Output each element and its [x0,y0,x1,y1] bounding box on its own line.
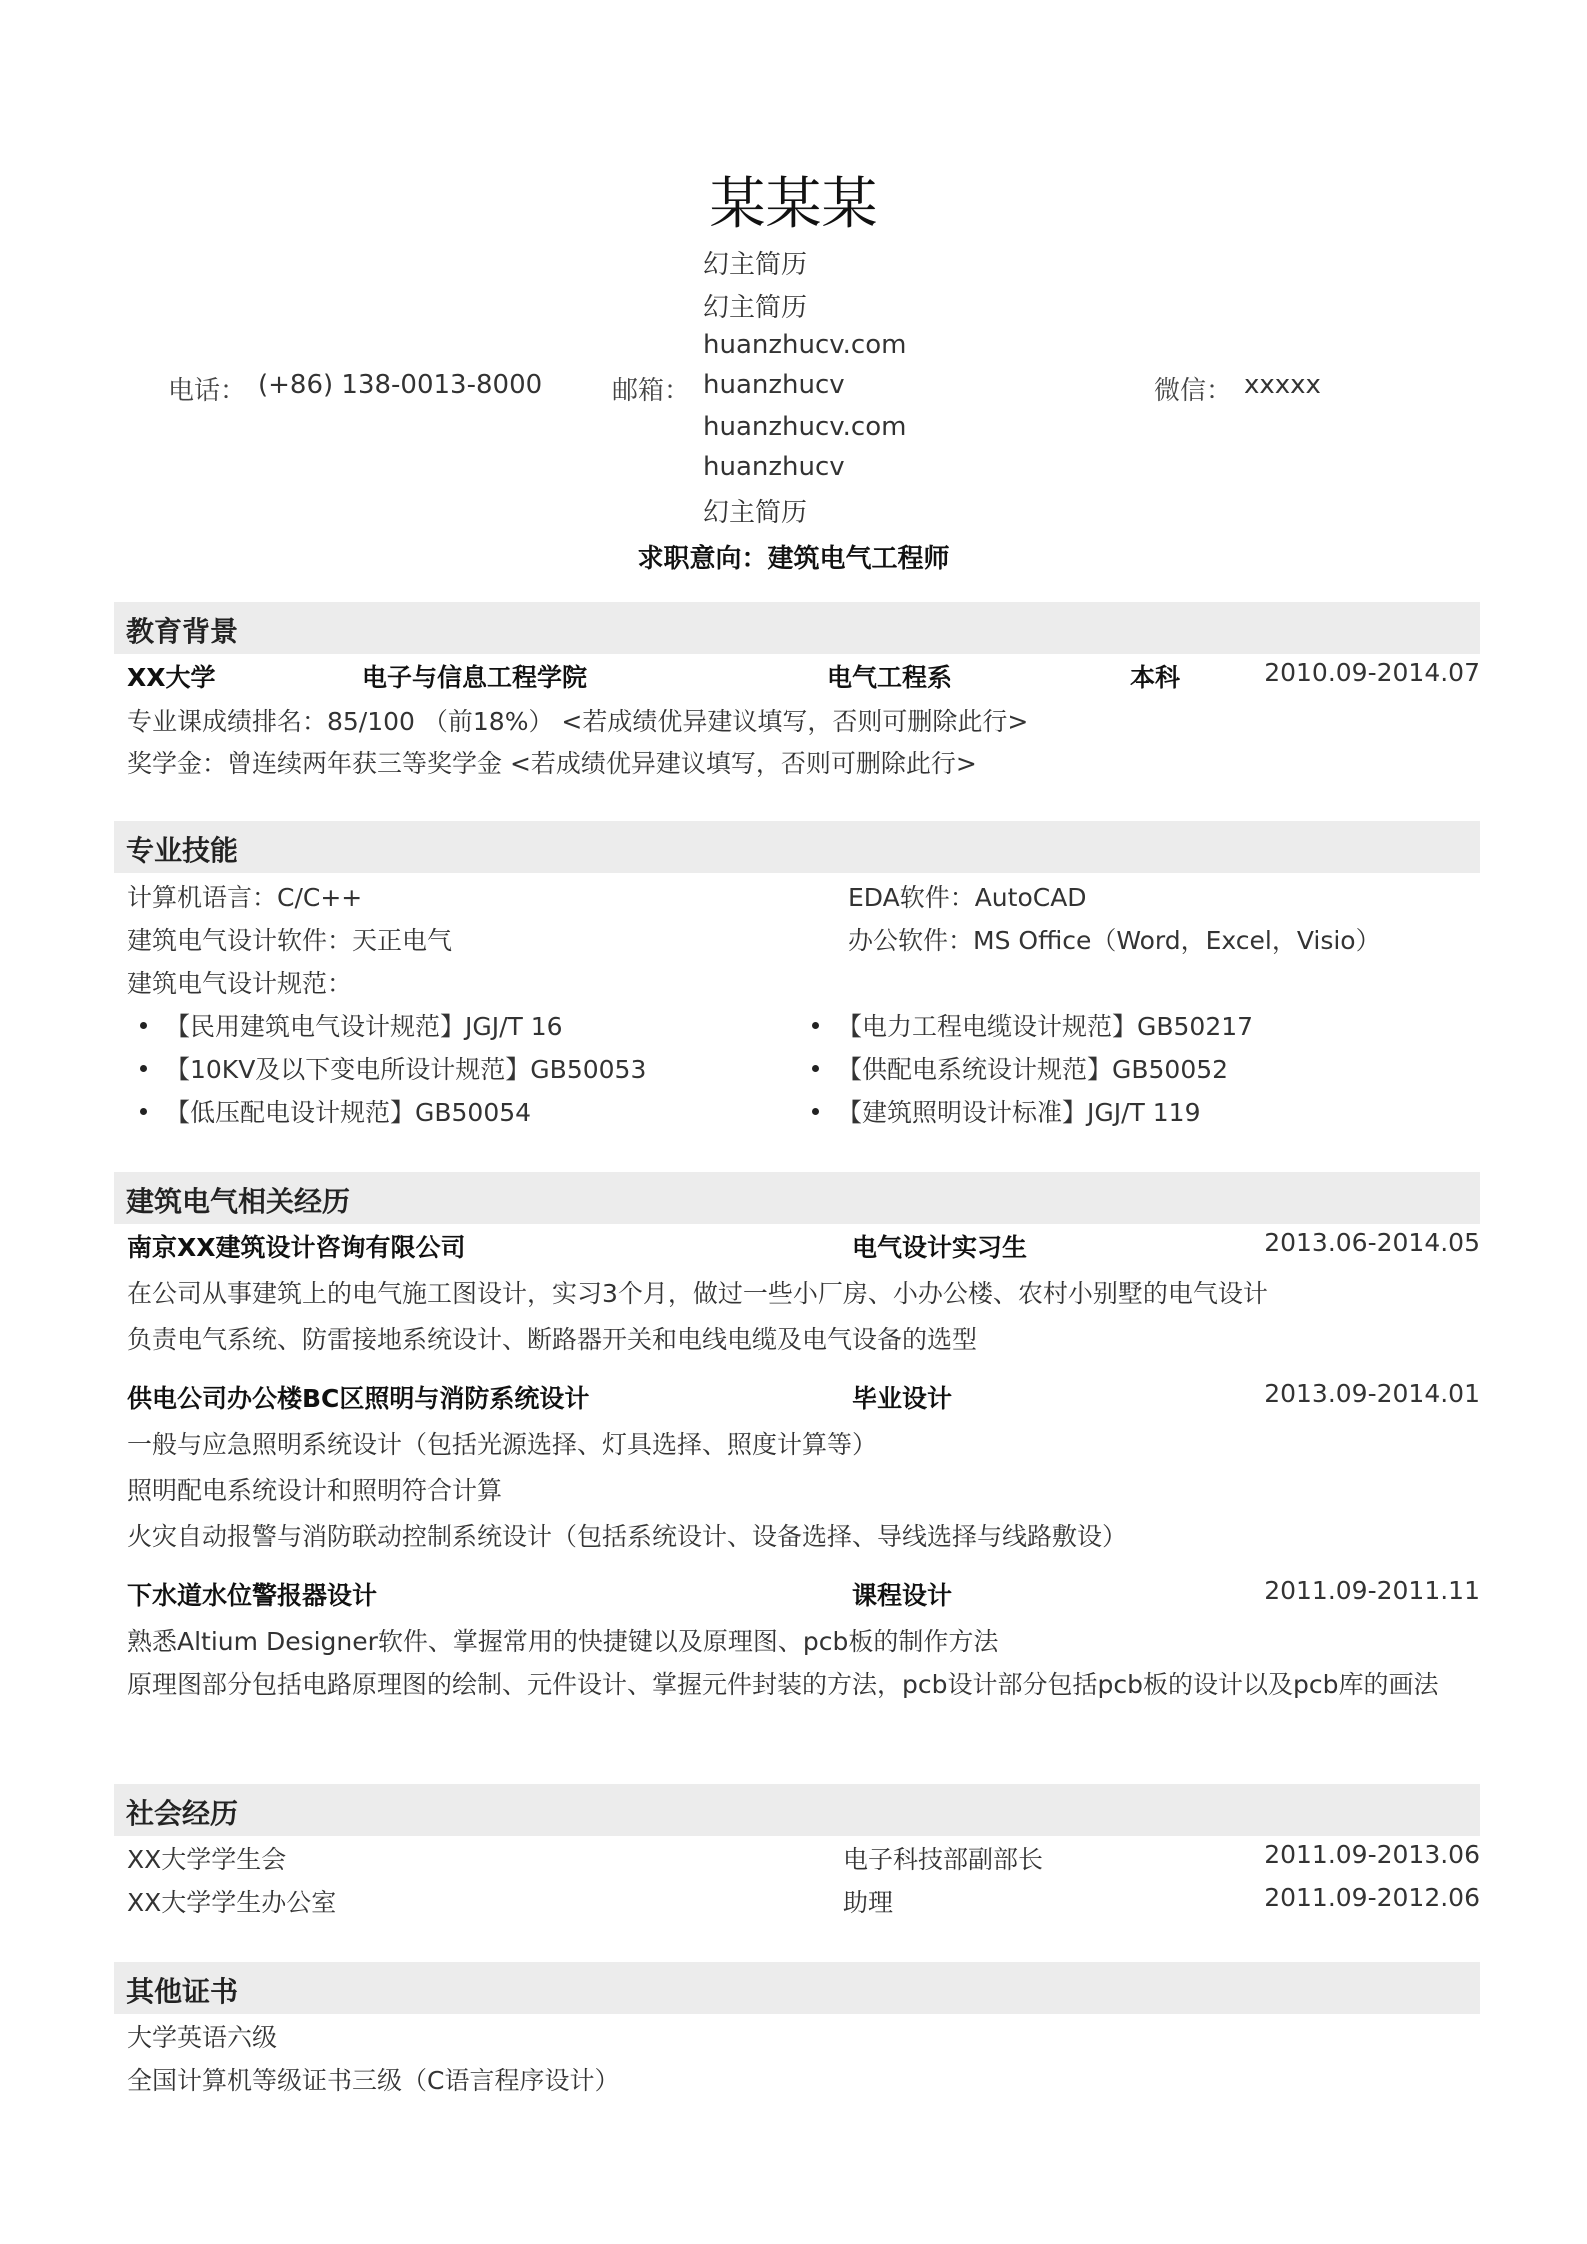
experience-role: 课程设计 [852,1581,953,1610]
section-title: 教育背景 [126,615,239,648]
standards-label: 建筑电气设计规范： [127,969,353,998]
watermark-line: huanzhucv [703,370,845,400]
bullet-icon [140,1065,147,1072]
experience-period: 2013.06-2014.05 [1264,1228,1480,1257]
standard-item: 【低压配电设计规范】GB50054 [140,1093,531,1129]
candidate-name: 某某某 [709,172,878,237]
experience-header-row [127,1576,1480,1616]
experience-role: 电气设计实习生 [852,1233,1028,1262]
certificate-item: 全国计算机等级证书三级（C语言程序设计） [127,2066,620,2095]
standard-item: 【电力工程电缆设计规范】GB50217 [812,1007,1253,1043]
social-row [127,1840,1480,1880]
section-title: 其他证书 [126,1975,239,2008]
experience-org: 南京XX建筑设计咨询有限公司 [127,1233,466,1262]
experience-detail-line: 负责电气系统、防雷接地系统设计、断路器开关和电线电缆及电气设备的选型 [127,1325,978,1354]
degree: 本科 [1130,663,1181,692]
social-org: XX大学学生会 [127,1845,287,1874]
section-title: 专业技能 [126,834,239,867]
bullet-icon [812,1065,819,1072]
education-detail-line: 奖学金：曾连续两年获三等奖学金 <若成绩优异建议填写，否则可删除此行> [127,749,977,778]
social-org: XX大学学生办公室 [127,1888,337,1917]
phone-label: 电话： [168,376,247,406]
education-period: 2010.09-2014.07 [1264,658,1480,687]
education-detail-line: 专业课成绩排名：85/100 （前18%） <若成绩优异建议填写，否则可删除此行> [127,707,1029,736]
wechat-label: 微信： [1154,376,1233,406]
section-title: 建筑电气相关经历 [126,1185,351,1218]
experience-detail-line: 原理图部分包括电路原理图的绘制、元件设计、掌握元件封装的方法，pcb设计部分包括pcb板的设计以及pcb库的画法 [127,1670,1439,1699]
watermark-line: 幻主简历 [703,293,808,323]
experience-detail-line: 在公司从事建筑上的电气施工图设计，实习3个月，做过一些小厂房、小办公楼、农村小别墅的电气设计 [127,1279,1268,1308]
standard-item: 【10KV及以下变电所设计规范】GB50053 [140,1050,646,1086]
experience-header-row [127,1228,1480,1268]
social-period: 2011.09-2012.06 [1264,1883,1480,1912]
skill-design-software: 建筑电气设计软件：天正电气 [127,926,453,955]
standard-item: 【民用建筑电气设计规范】JGJ/T 16 [140,1007,563,1043]
watermark-line: huanzhucv.com [703,412,907,442]
education-header-row [127,658,1480,698]
section-skills [114,821,1480,873]
experience-period: 2013.09-2014.01 [1264,1379,1480,1408]
watermark-line: huanzhucv [703,452,845,482]
email-label: 邮箱： [612,376,691,406]
bullet-icon [812,1022,819,1029]
college-name: 电子与信息工程学院 [362,663,588,692]
section-title: 社会经历 [126,1797,239,1830]
standard-item: 【建筑照明设计标准】JGJ/T 119 [812,1093,1200,1129]
social-role: 助理 [843,1888,894,1917]
job-objective: 求职意向：建筑电气工程师 [637,544,950,574]
skill-computer-language: 计算机语言：C/C++ [127,883,363,912]
certificate-item: 大学英语六级 [127,2023,278,2052]
section-experience [114,1172,1480,1224]
experience-detail-line: 熟悉Altium Designer软件、掌握常用的快捷键以及原理图、pcb板的制作方法 [127,1627,999,1656]
section-social [114,1784,1480,1836]
section-education [114,602,1480,654]
wechat-value: xxxxx [1244,370,1321,400]
school-name: XX大学 [127,663,216,692]
social-role: 电子科技部副部长 [843,1845,1044,1874]
section-certificates [114,1962,1480,2014]
experience-detail-line: 照明配电系统设计和照明符合计算 [127,1476,503,1505]
watermark-line: 幻主简历 [703,498,808,528]
social-row [127,1883,1480,1923]
watermark-line: huanzhucv.com [703,330,907,360]
experience-detail-line: 火灾自动报警与消防联动控制系统设计（包括系统设计、设备选择、导线选择与线路敷设） [127,1522,1128,1551]
skill-eda: EDA软件：AutoCAD [848,883,1087,912]
standard-item: 【供配电系统设计规范】GB50052 [812,1050,1228,1086]
experience-period: 2011.09-2011.11 [1264,1576,1480,1605]
experience-role: 毕业设计 [852,1384,953,1413]
skill-office: 办公软件：MS Office（Word，Excel，Visio） [848,926,1381,955]
social-period: 2011.09-2013.06 [1264,1840,1480,1869]
experience-header-row [127,1379,1480,1419]
bullet-icon [140,1108,147,1115]
department-name: 电气工程系 [827,663,953,692]
phone-value: (+86) 138-0013-8000 [258,370,543,400]
bullet-icon [140,1022,147,1029]
bullet-icon [812,1108,819,1115]
experience-org: 下水道水位警报器设计 [127,1581,378,1610]
experience-detail-line: 一般与应急照明系统设计（包括光源选择、灯具选择、照度计算等） [127,1430,878,1459]
watermark-line: 幻主简历 [703,250,808,280]
experience-org: 供电公司办公楼BC区照明与消防系统设计 [127,1384,590,1413]
